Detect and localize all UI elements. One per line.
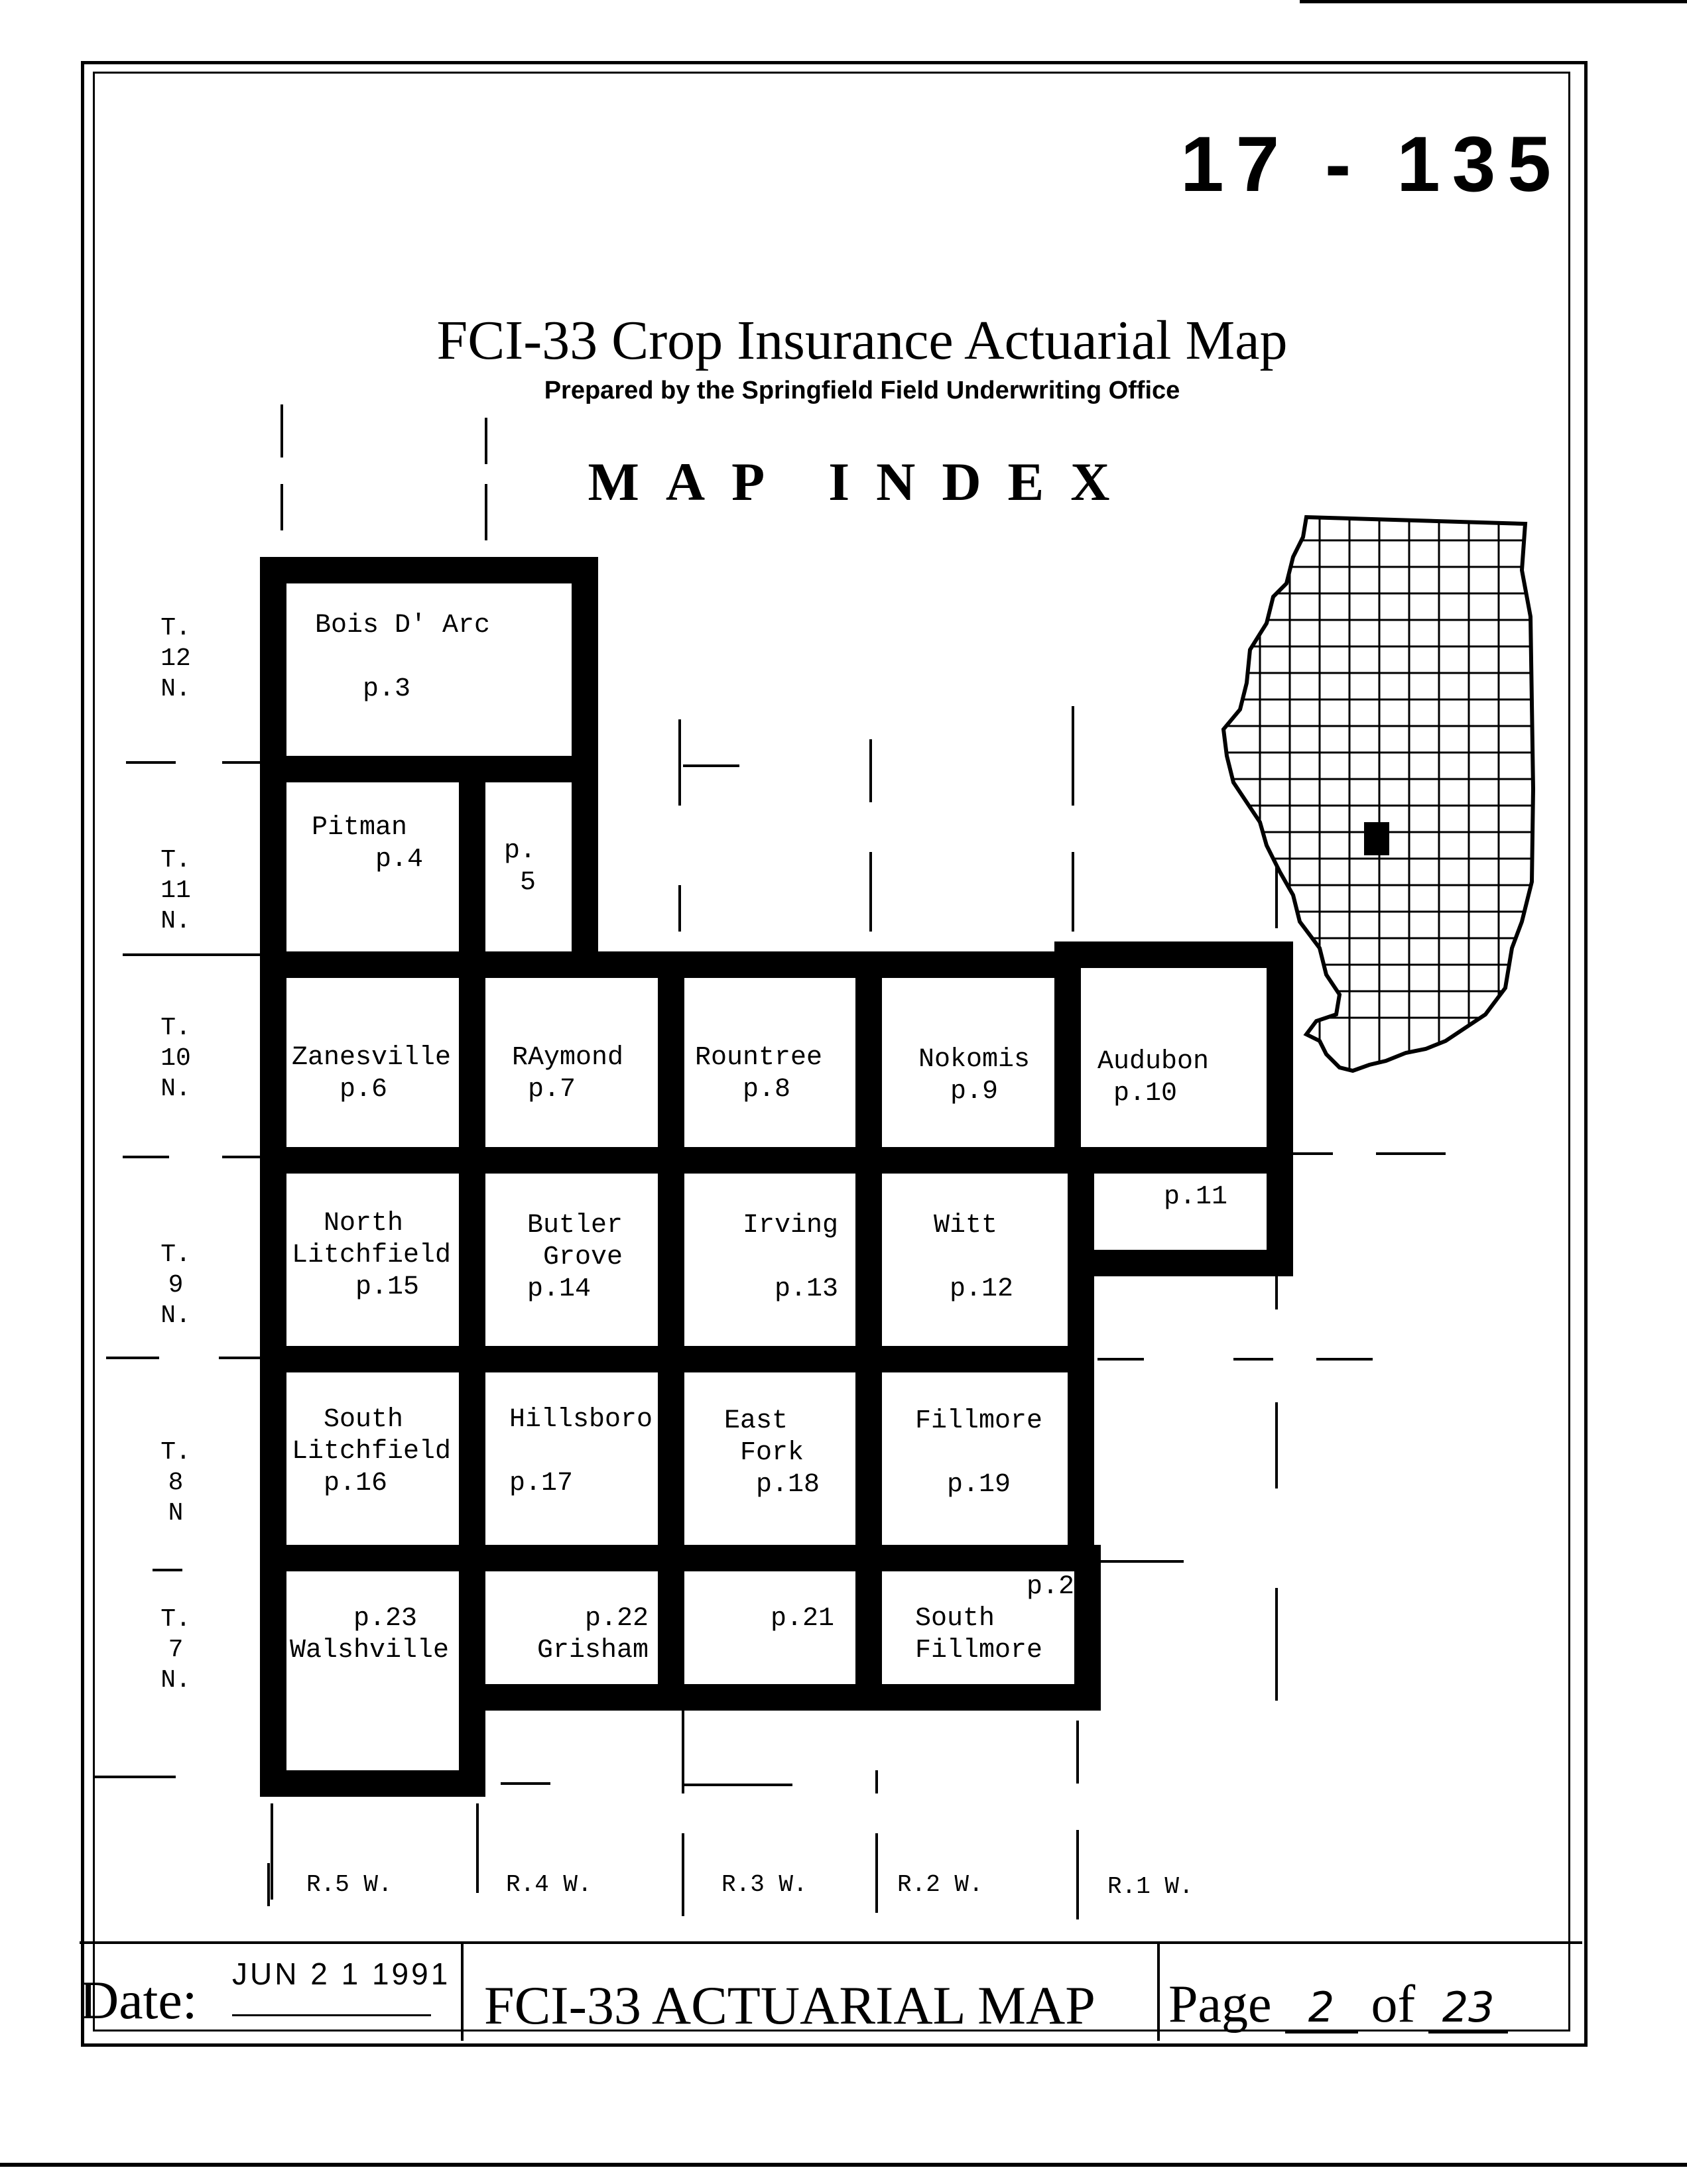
cell-label-north-litchfield: North Litchfield p.15 <box>292 1209 452 1302</box>
cell-label-hillsboro: Hillsboro p.17 <box>509 1405 653 1498</box>
cell-label-fillmore: Fillmore p.19 <box>915 1406 1043 1500</box>
footer-date-label: Date: <box>80 1970 198 2030</box>
township-label-10n: T. 10 N. <box>160 1014 191 1103</box>
range-label-r2w: R.2 W. <box>897 1871 983 1898</box>
cell-label-south-litchfield: South Litchfield p.16 <box>292 1405 452 1498</box>
cell-label-audubon: Audubon p.10 <box>1097 1047 1210 1109</box>
footer <box>80 1941 1582 2041</box>
footer-date-underline <box>232 2014 431 2016</box>
range-label-r4w: R.4 W. <box>506 1871 592 1898</box>
montgomery-county-highlight <box>1364 822 1389 855</box>
scan-bottom-edge <box>0 2163 1687 2167</box>
cell-label-zanesville: Zanesville p.6 <box>292 1043 452 1105</box>
township-label-7n: T. 7 N. <box>160 1605 191 1695</box>
footer-page-number: 2 <box>1285 1983 1358 2033</box>
map-index-heading: MAP INDEX <box>588 452 1137 512</box>
block-p21 <box>671 1558 869 1697</box>
scan-top-edge <box>1300 0 1687 3</box>
map-subtitle: Prepared by the Springfield Field Underwriting Office <box>544 377 1180 404</box>
range-label-r5w: R.5 W. <box>306 1871 393 1898</box>
illinois-locator-map <box>1220 511 1545 1074</box>
footer-date-stamp: JUN 2 1 1991 <box>232 1957 451 1991</box>
cell-label-walshville: p.23 Walshville <box>290 1604 450 1666</box>
cell-label-nokomis: Nokomis p.9 <box>918 1045 1031 1107</box>
footer-page-of: of <box>1371 1975 1416 2033</box>
cell-label-grisham: p.22 Grisham <box>537 1604 649 1666</box>
footer-title: FCI-33 ACTUARIAL MAP <box>484 1975 1095 2035</box>
cell-label-p5: p. 5 <box>504 836 536 898</box>
township-label-12n: T. 12 N. <box>160 614 191 703</box>
cell-label-pitman: Pitman p.4 <box>312 813 424 875</box>
cell-label-p11: p.11 <box>1164 1182 1228 1212</box>
cell-label-east-fork: East Fork p.18 <box>724 1406 820 1500</box>
cell-label-bois-d-arc: Bois D' Arc p.3 <box>315 611 491 704</box>
block-walshville <box>273 1558 472 1784</box>
footer-top-rule <box>80 1941 1582 1944</box>
footer-page-total: 23 <box>1428 1983 1508 2033</box>
range-label-r3w: R.3 W. <box>721 1871 808 1898</box>
cell-label-irving: Irving p.13 <box>743 1211 839 1304</box>
footer-page <box>1168 1974 1508 2035</box>
range-label-r1w: R.1 W. <box>1107 1873 1194 1900</box>
cell-label-rountree: Rountree p.8 <box>695 1043 823 1105</box>
cell-label-raymond: RAymond p.7 <box>512 1043 624 1105</box>
township-label-11n: T. 11 N. <box>160 846 191 936</box>
cell-label-p21: p.21 <box>771 1604 835 1634</box>
map-title: FCI-33 Crop Insurance Actuarial Map <box>436 310 1288 371</box>
footer-page-prefix: Page <box>1168 1975 1272 2033</box>
cell-label-south-fillmore: p.20 South Fillmore <box>915 1572 1091 1666</box>
cell-label-butler-grove: Butler Grove p.14 <box>527 1211 623 1304</box>
document-number: 17 - 135 <box>1180 121 1563 208</box>
footer-divider-2 <box>1157 1941 1160 2041</box>
footer-divider-1 <box>461 1941 464 2041</box>
township-label-8n: T. 8 N <box>160 1438 191 1528</box>
cell-label-witt: Witt p.12 <box>934 1211 1014 1304</box>
township-label-9n: T. 9 N. <box>160 1241 191 1330</box>
